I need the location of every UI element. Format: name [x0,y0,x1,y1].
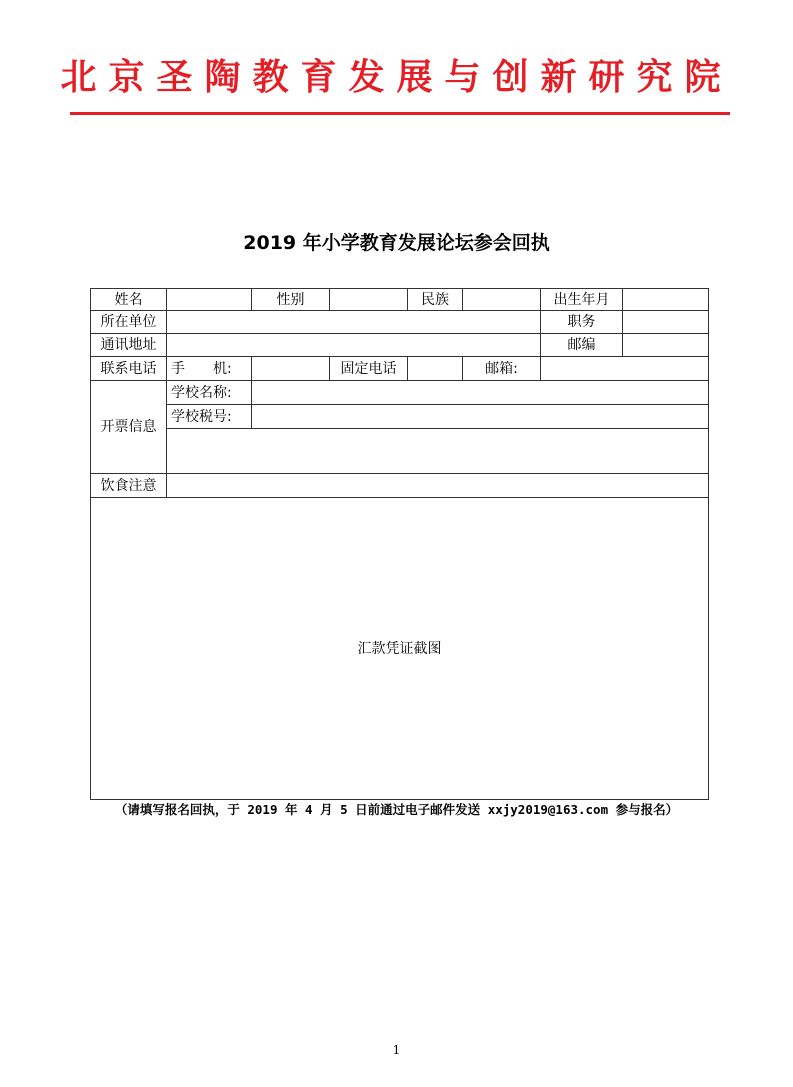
page-number: 1 [392,1043,401,1057]
position-field[interactable] [623,311,709,334]
diet-label: 饮食注意 [91,474,167,498]
form-row-unit [91,311,709,334]
invoice-label: 开票信息 [91,381,167,474]
gender-label: 性别 [252,289,330,311]
gender-field[interactable] [330,289,408,311]
invoice-extra-field[interactable] [167,429,709,474]
document-title: 2019 年小学教育发展论坛参会回执 [243,232,550,254]
ethnicity-label: 民族 [408,289,463,311]
address-field[interactable] [167,334,541,357]
school-tax-field[interactable] [252,405,709,429]
organization-name: 北京圣陶教育发展与创新研究院 [60,57,733,98]
phone-label: 联系电话 [91,357,167,381]
landline-label: 固定电话 [330,357,408,381]
postcode-field[interactable] [623,334,709,357]
header-divider [70,112,730,115]
form-row-invoice-extra [91,429,709,474]
school-name-field[interactable] [252,381,709,405]
email-label: 邮箱: [463,357,541,381]
name-label: 姓名 [91,289,167,311]
diet-field[interactable] [167,474,709,498]
form-row-diet [91,474,709,498]
registration-note: （请填写报名回执，于 2019 年 4 月 5 日前通过电子邮件发送 xxjy2019@163.com 参与报名） [114,802,679,817]
form-row-payment-proof [91,498,709,800]
ethnicity-field[interactable] [463,289,541,311]
school-name-label: 学校名称: [167,381,252,405]
address-label: 通讯地址 [91,334,167,357]
mobile-label: 手 机: [167,357,252,381]
form-row-address [91,334,709,357]
unit-label: 所在单位 [91,311,167,334]
form-row-school-name [91,381,709,405]
birth-field[interactable] [623,289,709,311]
school-tax-label: 学校税号: [167,405,252,429]
position-label: 职务 [541,311,623,334]
payment-proof-area[interactable]: 汇款凭证截图 [91,498,709,800]
name-field[interactable] [167,289,252,311]
email-field[interactable] [541,357,709,381]
form-row-school-tax [91,405,709,429]
registration-form-table [90,288,709,800]
postcode-label: 邮编 [541,334,623,357]
form-row-basic [91,289,709,311]
mobile-field[interactable] [252,357,330,381]
unit-field[interactable] [167,311,541,334]
landline-field[interactable] [408,357,463,381]
birth-label: 出生年月 [541,289,623,311]
form-row-phone [91,357,709,381]
